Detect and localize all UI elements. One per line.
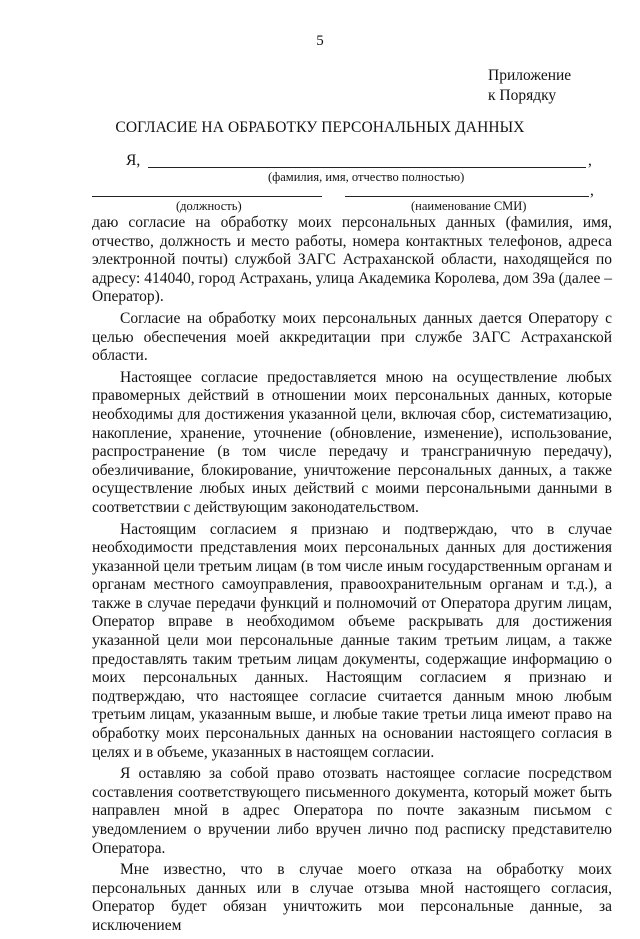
- appendix-line-2: к Порядку: [488, 87, 557, 104]
- media-comma: ,: [590, 182, 594, 199]
- document-title: СОГЛАСИЕ НА ОБРАБОТКУ ПЕРСОНАЛЬНЫХ ДАННЫХ: [115, 119, 525, 136]
- position-fill-line: [92, 196, 322, 197]
- appendix-line-1: Приложение: [488, 67, 572, 84]
- appendix-note: [488, 66, 571, 106]
- media-fill-line: [345, 196, 589, 197]
- paragraph-5: Я оставляю за собой право отозвать настоящее согласие посредством составления соответствующего письменного документа, который может быть направлен мной в адрес Оператора по почте заказным письмом с уведомлением о вручении либо вручен лично под расписку представителю Оператора.: [92, 765, 612, 857]
- paragraph-2: Согласие на обработку моих персональных данных дается Оператору с целью обеспечения моей аккредитации при службе ЗАГС Астраханской области.: [92, 309, 612, 365]
- media-label: (наименование СМИ): [411, 199, 527, 213]
- name-comma: ,: [588, 152, 592, 169]
- page-number: 5: [316, 33, 324, 49]
- paragraph-1: даю согласие на обработку моих персональных данных (фамилия, имя, отчество, должность и место работы, номера контактных телефонов, адреса электронной почты) службой ЗАГС Астраханской области, находящейся по адресу: 414040, город Астрахань, улица Академика Королева, дом 39а (далее – Оператор).: [92, 214, 612, 306]
- document-body: [92, 214, 612, 939]
- ya-label: Я,: [126, 152, 141, 169]
- paragraph-3: Настоящее согласие предоставляется мною на осуществление любых правомерных действий в отношении моих персональных данных, которые необходимы для достижения указанной цели, включая сбор, систематизацию, накопление, хранение, уточнение (обновление, изменение), использование, распространение (в том числе передачу и трансграничную передачу), обезличивание, блокирование, уничтожение персональных данных, а также осуществление любых иных действий с моими персональными данными в соответствии с действующим законодательством.: [92, 368, 612, 516]
- name-label: (фамилия, имя, отчество полностью): [268, 170, 465, 184]
- paragraph-6: Мне известно, что в случае моего отказа на обработку моих персональных данных или в случае отзыва мной настоящего согласия, Оператор будет обязан уничтожить мои персональные данные, за исключением: [92, 861, 612, 934]
- paragraph-4: Настоящим согласием я признаю и подтверждаю, что в случае необходимости представления моих персональных данных для достижения указанной цели третьим лицам (в том числе иным государственным органам и органам местного самоуправления, правоохранительным органам и т.д.), а также в случае передачи функций и полномочий от Оператора другим лицам, Оператор вправе в необходимом объеме раскрывать для достижения указанной цели мои персональные данные таким третьим лицам, а также предоставлять таким третьим лицам документы, содержащие информацию о моих персональных данных. Настоящим согласием я признаю и подтверждаю, что настоящее согласие считается данным мною любым третьим лицам, указанным выше, и любые такие третьи лица имеют право на обработку моих персональных данных на основании настоящего согласия в целях и в объеме, указанных в настоящем согласии.: [92, 520, 612, 761]
- position-label: (должность): [176, 199, 242, 213]
- name-fill-line: [148, 167, 586, 168]
